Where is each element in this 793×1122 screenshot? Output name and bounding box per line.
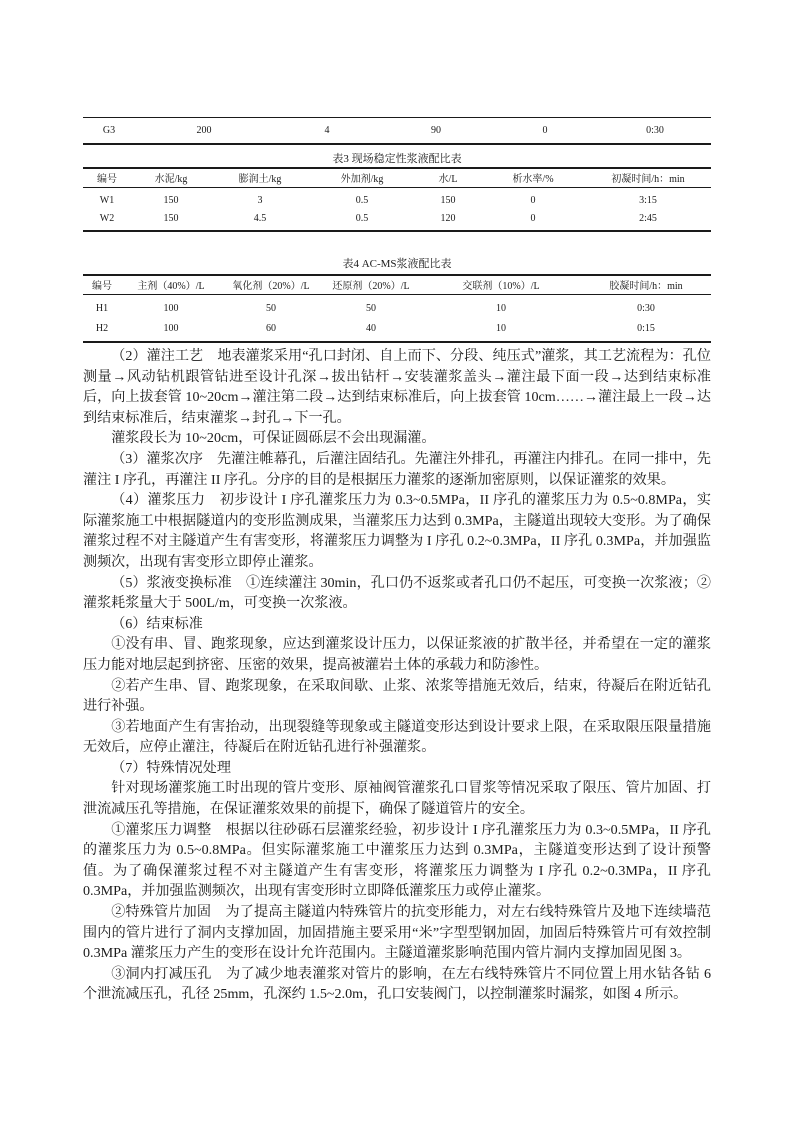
table-cell: 40	[366, 322, 376, 334]
paragraph-segment-reinforcement: ②特殊管片加固 为了提高主隧道内特殊管片的抗变形能力，对左右线特殊管片及地下连续墙范围内的管片进行了洞内支撑加固，加固措施主要采用“米”字型型钢加固，加固后特殊管片可有效控制 0.3MPa 灌浆压力产生的变形在设计允许范围内。主隧道灌浆影响范围内管片洞内支撑加固见图 3。	[83, 904, 711, 962]
table-cell: 150	[440, 194, 456, 206]
paragraph-pressure-adjustment: ①灌浆压力调整 根据以往砂砾石层灌浆经验，初步设计 I 序孔灌浆压力为 0.3~0.5MPa，II 序孔的灌浆压力为 0.5~0.8MPa。但实际灌浆施工中灌浆压力达到 0.3MPa，主隧道变形达到了设计预警值。为了确保灌浆过程不对主隧道产生有害变形，将灌浆压力调整为 I 序孔 0.2~0.3MPa，II 序孔 0.3MPa，并加强监测频次，出现有害变形时立即降低灌浆压力或停止灌浆。	[83, 821, 711, 900]
table-cell: W2	[99, 212, 115, 224]
paragraph-grouting-process: （2）灌注工艺 地表灌浆采用“孔口封闭、自上而下、分段、纯压式”灌浆，其工艺流程为：孔位测量→风动钻机跟管钻进至设计孔深→拔出钻杆→安装灌浆盖头→灌注最下面一段→达到结束标准后，向上拔套管 10~20cm→灌注第二段→达到结束标准后，向上拔套管 10cm……→灌注最上一段→达到结束标准后，结束灌浆→封孔→下一孔。	[83, 348, 711, 426]
body-text	[83, 346, 711, 1005]
table-header-row	[83, 276, 711, 294]
table-cell: 4.5	[253, 212, 267, 224]
table-row	[83, 191, 711, 209]
table-cell: G3	[102, 124, 116, 136]
table-cell: 0:30	[646, 124, 664, 136]
paragraph-relief-holes: ③洞内打减压孔 为了减少地表灌浆对管片的影响，在左右线特殊管片不同位置上用水钻各钻 6 个泄流减压孔，孔径 25mm，孔深约 1.5~2.0m，孔口安装阀门，以控制灌浆时漏浆，如图 4 所示。	[83, 965, 711, 1003]
table-cell: 200	[196, 124, 212, 136]
paragraph-grouting-sequence: （3）灌浆次序 先灌注帷幕孔，后灌注固结孔。先灌注外排孔，再灌注内排孔。在同一排中，先灌注 I 序孔，再灌注 II 序孔。分序的目的是根据压力灌浆的逐渐加密原则，以保证灌浆的效果。	[83, 450, 711, 488]
table-header-cell: 编号	[92, 281, 112, 293]
paragraph-segment-length: 灌浆段长为 10~20cm，可保证圆砾层不会出现漏灌。	[111, 430, 436, 447]
heading-end-criteria: （6）结束标准	[111, 615, 203, 632]
table-cell: 0:30	[637, 302, 655, 314]
table-cell: 3:15	[639, 194, 657, 206]
table3-caption: 表3 现场稳定性浆液配比表	[332, 153, 462, 165]
table-cell: 100	[163, 302, 179, 314]
table-header-cell: 水泥/kg	[154, 174, 188, 186]
table-cell: 0	[530, 194, 536, 206]
table-header-cell: 主剂（40%）/L	[137, 281, 205, 293]
table-cell: H2	[95, 322, 109, 334]
table-header-cell: 膨润土/kg	[238, 174, 282, 186]
table-header-cell: 编号	[97, 174, 117, 186]
table-header-cell: 外加剂/kg	[340, 174, 384, 186]
table-cell: 10	[496, 322, 506, 334]
table-g3-top-rule	[83, 117, 711, 118]
table-cell: 4	[324, 124, 330, 136]
table-cell: 0	[530, 212, 536, 224]
table-header-cell: 还原剂（20%）/L	[332, 281, 410, 293]
table-cell: 150	[163, 194, 179, 206]
table4-bottom-rule	[83, 341, 711, 343]
table-header-row	[83, 169, 711, 187]
table-header-cell: 交联剂（10%）/L	[462, 281, 540, 293]
table3	[83, 169, 711, 227]
table4	[83, 276, 711, 338]
paragraph-grouting-pressure: （4）灌浆压力 初步设计 I 序孔灌浆压力为 0.3~0.5MPa，II 序孔的灌浆压力为 0.5~0.8MPa，实际灌浆施工中根据隧道内的变形监测成果，当灌浆压力达到 0.3MPa，主隧道出现较大变形。为了确保灌浆过程不对主隧道产生有害变形，将灌浆压力调整为 I 序孔 0.2~0.3MPa，II 序孔 0.3MPa，并加强监测频次，出现有害变形立即停止灌浆。	[83, 492, 711, 570]
table-g3	[83, 120, 711, 140]
table-cell: 150	[163, 212, 179, 224]
table-cell: 3	[257, 194, 263, 206]
table-header-cell: 初凝时间/h：min	[611, 174, 685, 186]
paragraph-end-criteria-1: ①没有串、冒、跑浆现象，应达到灌浆设计压力，以保证浆液的扩散半径，并希望在一定的灌浆压力能对地层起到挤密、压密的效果，提高被灌岩土体的承载力和防渗性。	[83, 636, 711, 673]
table-cell: 90	[431, 124, 441, 136]
table-cell: H1	[95, 302, 109, 314]
table-header-cell: 水/L	[438, 174, 458, 186]
table-cell: 60	[266, 322, 276, 334]
table-row	[83, 120, 711, 140]
table4-caption: 表4 AC-MS浆液配比表	[342, 258, 452, 270]
paragraph-special-cases-intro: 针对现场灌浆施工时出现的管片变形、原袖阀管灌浆孔口冒浆等情况采取了限压、管片加固、打泄流减压孔等措施，在保证灌浆效果的前提下，确保了隧道管片的安全。	[83, 780, 711, 818]
paragraph-end-criteria-3: ③若地面产生有害抬动，出现裂缝等现象或主隧道变形达到设计要求上限，在采取限压限量措施无效后，应停止灌注，待凝后在附近钻孔进行补强灌浆。	[83, 718, 711, 756]
table-cell: 50	[266, 302, 276, 314]
table-cell: 0:15	[637, 322, 655, 334]
table-cell: 10	[496, 302, 506, 314]
heading-special-cases: （7）特殊情况处理	[111, 759, 231, 776]
table-cell: 0.5	[355, 194, 369, 206]
table-header-cell: 析水率/%	[512, 174, 554, 186]
table3-bottom-rule	[83, 230, 711, 232]
table-row	[83, 209, 711, 227]
table-row	[83, 318, 711, 338]
table-header-cell: 氧化剂（20%）/L	[232, 281, 310, 293]
table-cell: 50	[366, 302, 376, 314]
table-cell: 2:45	[639, 212, 657, 224]
table-cell: W1	[99, 194, 115, 206]
paragraph-end-criteria-2: ②若产生串、冒、跑浆现象，在采取间歇、止浆、浓浆等措施无效后，结束，待凝后在附近钻孔进行补强。	[83, 677, 711, 715]
table-cell: 120	[440, 212, 456, 224]
table-cell: 100	[163, 322, 179, 334]
table-cell: 0.5	[355, 212, 369, 224]
paragraph-slurry-change: （5）浆液变换标准 ①连续灌注 30min，孔口仍不返浆或者孔口仍不起压，可变换一次浆液；②灌浆耗浆量大于 500L/m，可变换一次浆液。	[83, 574, 711, 612]
table-header-cell: 胶凝时间/h：min	[609, 281, 683, 293]
table-g3-bottom-rule	[83, 143, 711, 145]
table-row	[83, 298, 711, 318]
table-cell: 0	[542, 124, 548, 136]
